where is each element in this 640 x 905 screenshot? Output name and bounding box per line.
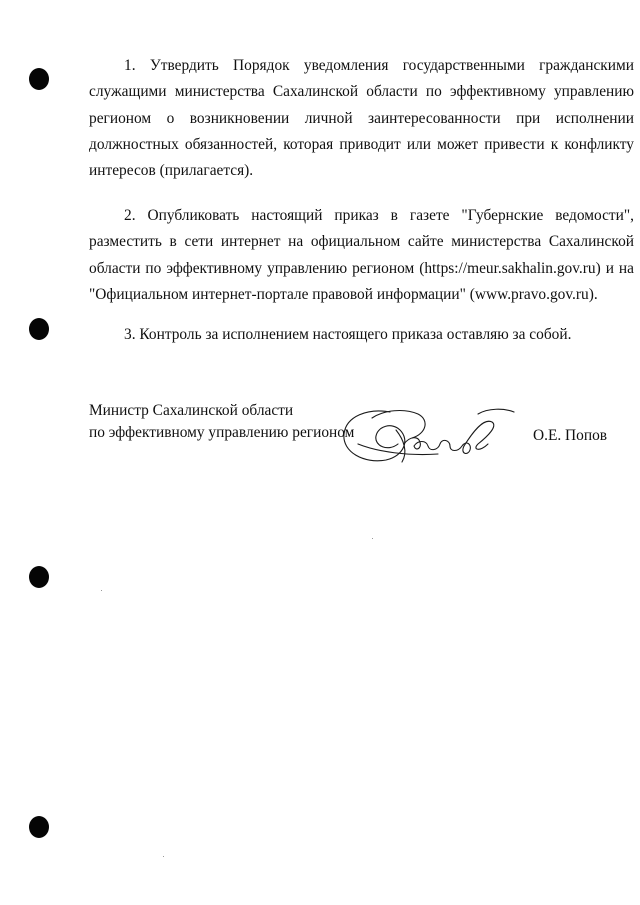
signer-title-line-2: по эффективному управлению регионом	[89, 424, 355, 441]
signature-stroke	[478, 409, 514, 414]
signature-stroke	[358, 444, 438, 455]
signer-title-line-1: Министр Сахалинской области	[89, 402, 294, 419]
punch-hole-mark	[29, 68, 49, 90]
handwritten-signature	[338, 400, 523, 470]
paragraph-3: 3. Контроль за исполнением настоящего приказа оставляю за собой.	[124, 326, 572, 343]
punch-hole-mark	[29, 816, 49, 838]
paragraph-1: 1. Утвердить Порядок уведомления государственными гражданскими служащими министерства Сахалинской области по эффективному управлению регионом о возникновении личной заинтересованности при исполнении должностных обязанностей, которая приводит или может привести к конфликту интересов (прилагается).	[89, 57, 634, 180]
signature-stroke	[464, 421, 494, 449]
paragraph-2: 2. Опубликовать настоящий приказ в газете "Губернские ведомости", разместить в сети интернет на официальном сайте министерства Сахалинской области по эффективному управлению регионом (https://meur.sakhalin.gov.ru) и на "Официальном интернет-портале правовой информации" (www.pravo.gov.ru).	[89, 207, 634, 303]
signature-stroke	[404, 438, 470, 454]
punch-hole-mark	[29, 318, 49, 340]
scan-speck	[372, 538, 373, 539]
signer-name: О.Е. Попов	[533, 427, 608, 444]
scan-speck	[163, 856, 164, 857]
punch-hole-mark	[29, 566, 49, 588]
scan-speck	[101, 590, 102, 591]
signer-title	[89, 400, 354, 444]
